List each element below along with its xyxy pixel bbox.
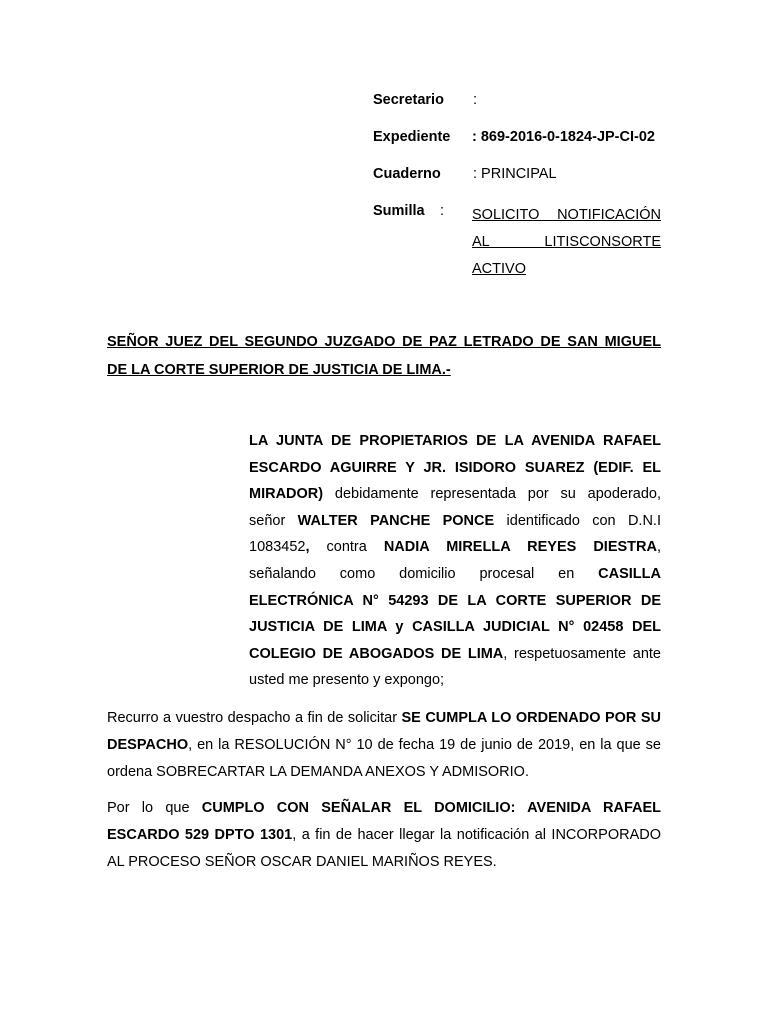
sumilla-text-1: SOLICITO NOTIFICACIÓN (472, 207, 661, 223)
party-text-1: debidamente representada por su apoderado, señor (249, 486, 661, 529)
sumilla-text-2: AL LITISCONSORTE (472, 234, 661, 250)
sumilla-line (472, 202, 661, 229)
party-introduction (249, 428, 661, 694)
addressee-line-1: SEÑOR JUEZ DEL SEGUNDO JUZGADO DE PAZ LETRADO DE SAN MIGUEL (107, 334, 661, 350)
expediente-value: : 869-2016-0-1824-JP-CI-02 (472, 129, 655, 145)
addressee-line-2: DE LA CORTE SUPERIOR DE JUSTICIA DE LIMA.- (107, 362, 451, 378)
sumilla-value (472, 202, 661, 283)
para2-bold: CUMPLO CON SEÑALAR EL DOMICILIO: AVENIDA RAFAEL ESCARDO 529 DPTO 1301 (107, 800, 661, 843)
procedural-domicile: CASILLA ELECTRÓNICA N° 54293 DE LA CORTE SUPERIOR DE JUSTICIA DE LIMA y CASILLA JUDICIAL N° 02458 DEL COLEGIO DE ABOGADOS DE LIMA (249, 565, 661, 662)
paragraph-request (107, 705, 661, 786)
addressee (107, 328, 661, 384)
cuaderno-value: : PRINCIPAL (473, 166, 557, 182)
party-text-4: , señalando como domicilio procesal en (249, 539, 661, 582)
secretario-label: Secretario (373, 92, 444, 108)
para2-text-2: , a fin de hacer llegar la notificación al INCORPORADO AL PROCESO SEÑOR OSCAR DANIEL MARIÑOS REYES. (107, 827, 661, 870)
paragraph-domicile (107, 795, 661, 876)
para1-text-2: , en la RESOLUCIÓN N° 10 de fecha 19 de junio de 2019, en la que se ordena SOBRECARTAR LA DEMANDA ANEXOS Y ADMISORIO. (107, 737, 661, 780)
para1-text-1: Recurro a vuestro despacho a fin de solicitar (107, 710, 402, 726)
para1-bold: SE CUMPLA LO ORDENADO POR SU DESPACHO (107, 710, 661, 753)
sumilla-line (472, 256, 661, 283)
sumilla-label: Sumilla (373, 203, 425, 219)
party-name: LA JUNTA DE PROPIETARIOS DE LA AVENIDA RAFAEL ESCARDO AGUIRRE Y JR. ISIDORO SUAREZ (EDIF. EL MIRADOR) (249, 433, 661, 503)
defendant-name: NADIA MIRELLA REYES DIESTRA (383, 539, 657, 556)
sumilla-colon: : (440, 203, 445, 219)
party-text-5: , respetuosamente ante usted me presento y expongo; (249, 645, 661, 689)
expediente-label: Expediente (373, 129, 451, 145)
party-comma: , (305, 539, 310, 556)
party-text-3: contra (309, 539, 384, 556)
party-text-2: identificado con D.N.I 1083452 (249, 512, 661, 556)
sumilla-line (472, 229, 661, 256)
para2-text-1: Por lo que (107, 800, 202, 816)
representative-name: WALTER PANCHE PONCE (297, 512, 495, 529)
sumilla-text-3: ACTIVO (472, 261, 526, 277)
secretario-value: : (473, 92, 478, 108)
cuaderno-label: Cuaderno (373, 166, 441, 182)
